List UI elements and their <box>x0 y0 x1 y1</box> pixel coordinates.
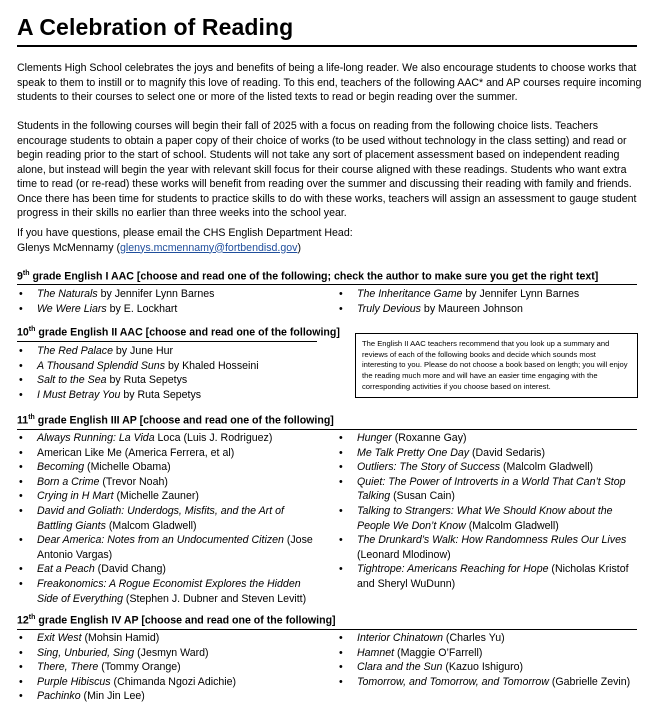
book-title: Clara and the Sun <box>357 661 443 674</box>
book-item <box>17 431 317 446</box>
book-author: (Leonard Mlodinow) <box>357 548 451 561</box>
book-author: (Nicholas Kristof and Sheryl WuDunn) <box>357 563 629 590</box>
contact-line: If you have questions, please email the CHS English Department Head: <box>17 227 353 239</box>
book-item <box>17 660 317 675</box>
book-author: American Like Me (America Ferrera, et al) <box>37 446 235 459</box>
contact-close: ) <box>297 241 301 254</box>
intro-paragraph: Clements High School celebrates the joys and benefits of being a life-long reader. We also encourage students to choose works that speak to them to instill or to magnify this love of reading. To this end, teachers of the following AAC* and AP courses require incoming students to their courses to select one or more of the listed texts to read or begin reading over the summer. <box>17 62 642 103</box>
email-link[interactable]: glenys.mcmennamy@fortbendisd.gov <box>120 241 298 254</box>
book-author: (Min Jin Lee) <box>80 690 145 703</box>
details-paragraph: Students in the following courses will begin their fall of 2025 with a focus on reading from the following choice lists. Teachers encourage students to obtain a paper copy of their choice of works (to be used without technology in the class setting) and read or begin reading prior to the start of school. Students will not take any sort of placement assessment based on independent reading alone, but instead will begin the year with relevant skill focus for their course aligned with these readings. Students who want extra time to read (or re-read) these works will benefit from reading over the summer and discussing their reading with family and friends. Once there has been time for students to practice skills to do with these works, teachers will assign an assessment to gauge student progress in their skills no earlier than three weeks into the school year. <box>17 120 637 219</box>
grade-12-list-right <box>337 631 637 689</box>
book-item <box>17 302 332 317</box>
book-author: (David Chang) <box>94 563 166 576</box>
book-title: Outliers: The Story of Success <box>357 461 501 474</box>
book-title: Always Running: La Vida <box>37 432 155 444</box>
grade-9-list-right <box>337 287 637 316</box>
grade-10-heading: 10th grade English II AAC [choose and read one of the following] <box>17 326 340 339</box>
book-item <box>17 504 317 533</box>
grade-11-list-right <box>337 431 637 592</box>
book-item <box>337 287 637 302</box>
book-author: (Maggie O’Farrell) <box>394 646 483 659</box>
book-author: (Susan Cain) <box>390 490 455 503</box>
book-item <box>17 631 317 646</box>
book-author: by Khaled Hosseini <box>165 359 259 372</box>
book-item <box>17 489 317 504</box>
book-author: (Malcolm Gladwell) <box>465 519 559 532</box>
book-title: Freakonomics: A Rogue Economist Explores the Hidden Side of Everything <box>37 577 301 605</box>
grade-10-note-box: The English II AAC teachers recommend that you look up a summary and reviews of each of the following books and decide which sounds most interesting to you. Please do not choose a book based on length; you will enjoy the reading much more and will have an easier time engaging with the corresponding activities if you choose based on interest. <box>355 333 638 398</box>
book-author: (Malcolm Gladwell) <box>500 461 594 474</box>
book-author: (Tommy Orange) <box>98 661 181 674</box>
book-author: by Maureen Johnson <box>420 302 523 315</box>
book-author: (Gabrielle Zevin) <box>548 675 631 688</box>
book-title: Me Talk Pretty One Day <box>357 446 470 459</box>
book-item <box>337 431 637 446</box>
book-author: Loca (Luis J. Rodriguez) <box>154 432 273 444</box>
book-item <box>17 460 317 475</box>
book-item <box>17 675 317 690</box>
grade-12-rule <box>17 629 637 630</box>
book-author: (Kazuo Ishiguro) <box>442 661 524 674</box>
book-item <box>17 287 332 302</box>
grade-12-list-left <box>17 631 317 704</box>
grade-9-rule <box>17 284 637 285</box>
book-item <box>17 533 317 562</box>
book-item <box>17 446 317 461</box>
book-title: Born a Crime <box>37 475 100 488</box>
book-item <box>337 446 637 461</box>
book-title: Quiet: The Power of Introverts in a World That Can’t Stop Talking <box>357 475 626 503</box>
book-author: (Mohsin Hamid) <box>81 632 160 644</box>
book-item <box>17 344 347 359</box>
book-author: (Trevor Noah) <box>99 475 168 488</box>
book-item <box>337 675 637 690</box>
book-title: The Inheritance Game <box>357 288 463 300</box>
book-item <box>337 475 637 504</box>
book-title: We Were Liars <box>37 302 107 315</box>
grade-11-list-left <box>17 431 317 606</box>
book-title: The Naturals <box>37 288 98 300</box>
book-item <box>17 373 347 388</box>
book-author: by E. Lockhart <box>106 302 178 315</box>
grade-10-rule <box>17 341 317 342</box>
book-item <box>337 460 637 475</box>
contact-name: Glenys McMennamy ( <box>17 241 121 254</box>
book-author: by Jennifer Lynn Barnes <box>97 288 215 300</box>
book-item <box>337 562 637 591</box>
book-author: (Malcom Gladwell) <box>105 519 197 532</box>
grade-9-list-left <box>17 287 332 316</box>
book-title: Hamnet <box>357 646 395 659</box>
grade-10-list-left <box>17 344 347 402</box>
book-title: A Thousand Splendid Suns <box>37 359 165 372</box>
book-item <box>337 533 637 562</box>
book-title: Eat a Peach <box>37 563 95 576</box>
book-title: Hunger <box>357 432 392 444</box>
book-title: Truly Devious <box>357 302 421 315</box>
book-author: (Michelle Obama) <box>84 461 171 474</box>
book-item <box>17 562 317 577</box>
book-author: by June Hur <box>112 345 174 357</box>
grade-9-heading: 9th grade English I AAC [choose and read one of the following; check the author to make sure you get the right text] <box>17 270 599 283</box>
book-item <box>337 646 637 661</box>
book-item <box>17 689 317 704</box>
book-title: The Red Palace <box>37 345 113 357</box>
book-title: Becoming <box>37 461 85 474</box>
book-author: by Ruta Sepetys <box>120 388 202 401</box>
book-title: Dear America: Notes from an Undocumented Citizen <box>37 534 284 547</box>
book-title: Exit West <box>37 632 82 644</box>
book-item <box>337 302 637 317</box>
grade-11-rule <box>17 429 637 430</box>
book-title: Interior Chinatown <box>357 632 443 644</box>
book-author: (David Sedaris) <box>469 446 546 459</box>
book-title: There, There <box>37 661 99 674</box>
contact-block <box>17 226 642 255</box>
grade-11-heading: 11th grade English III AP [choose and read one of the following] <box>17 414 334 427</box>
grade-12-heading: 12th grade English IV AP [choose and read one of the following] <box>17 614 336 627</box>
book-title: Talking to Strangers: What We Should Know about the People We Don’t Know <box>357 504 613 532</box>
book-title: Pachinko <box>37 690 81 703</box>
title-rule <box>17 45 637 47</box>
book-title: I Must Betray You <box>37 388 121 401</box>
book-title: Sing, Unburied, Sing <box>37 646 135 659</box>
book-title: David and Goliath: Underdogs, Misfits, and the Art of Battling Giants <box>37 504 284 532</box>
book-author: by Jennifer Lynn Barnes <box>462 288 580 300</box>
book-item <box>17 577 317 606</box>
book-title: The Drunkard’s Walk: How Randomness Rules Our Lives <box>357 534 627 547</box>
book-title: Tomorrow, and Tomorrow, and Tomorrow <box>357 675 549 688</box>
book-author: by Ruta Sepetys <box>106 374 188 387</box>
book-author: (Jose Antonio Vargas) <box>37 534 313 561</box>
book-item <box>17 388 347 403</box>
book-title: Purple Hibiscus <box>37 675 111 688</box>
book-item <box>17 475 317 490</box>
book-item <box>337 660 637 675</box>
book-title: Salt to the Sea <box>37 374 107 387</box>
book-author: (Jesmyn Ward) <box>134 646 209 659</box>
book-title: Tightrope: Americans Reaching for Hope <box>357 563 549 576</box>
book-author: (Michelle Zauner) <box>113 490 199 503</box>
book-author: (Chimanda Ngozi Adichie) <box>110 675 237 688</box>
book-item <box>17 646 317 661</box>
book-item <box>337 504 637 533</box>
book-author: (Charles Yu) <box>442 632 505 644</box>
book-title: Crying in H Mart <box>37 490 114 503</box>
book-item <box>337 631 637 646</box>
book-author: (Roxanne Gay) <box>391 432 467 444</box>
book-author: (Stephen J. Dubner and Steven Levitt) <box>122 592 307 605</box>
page-title: A Celebration of Reading <box>17 14 294 40</box>
book-item <box>17 359 347 374</box>
